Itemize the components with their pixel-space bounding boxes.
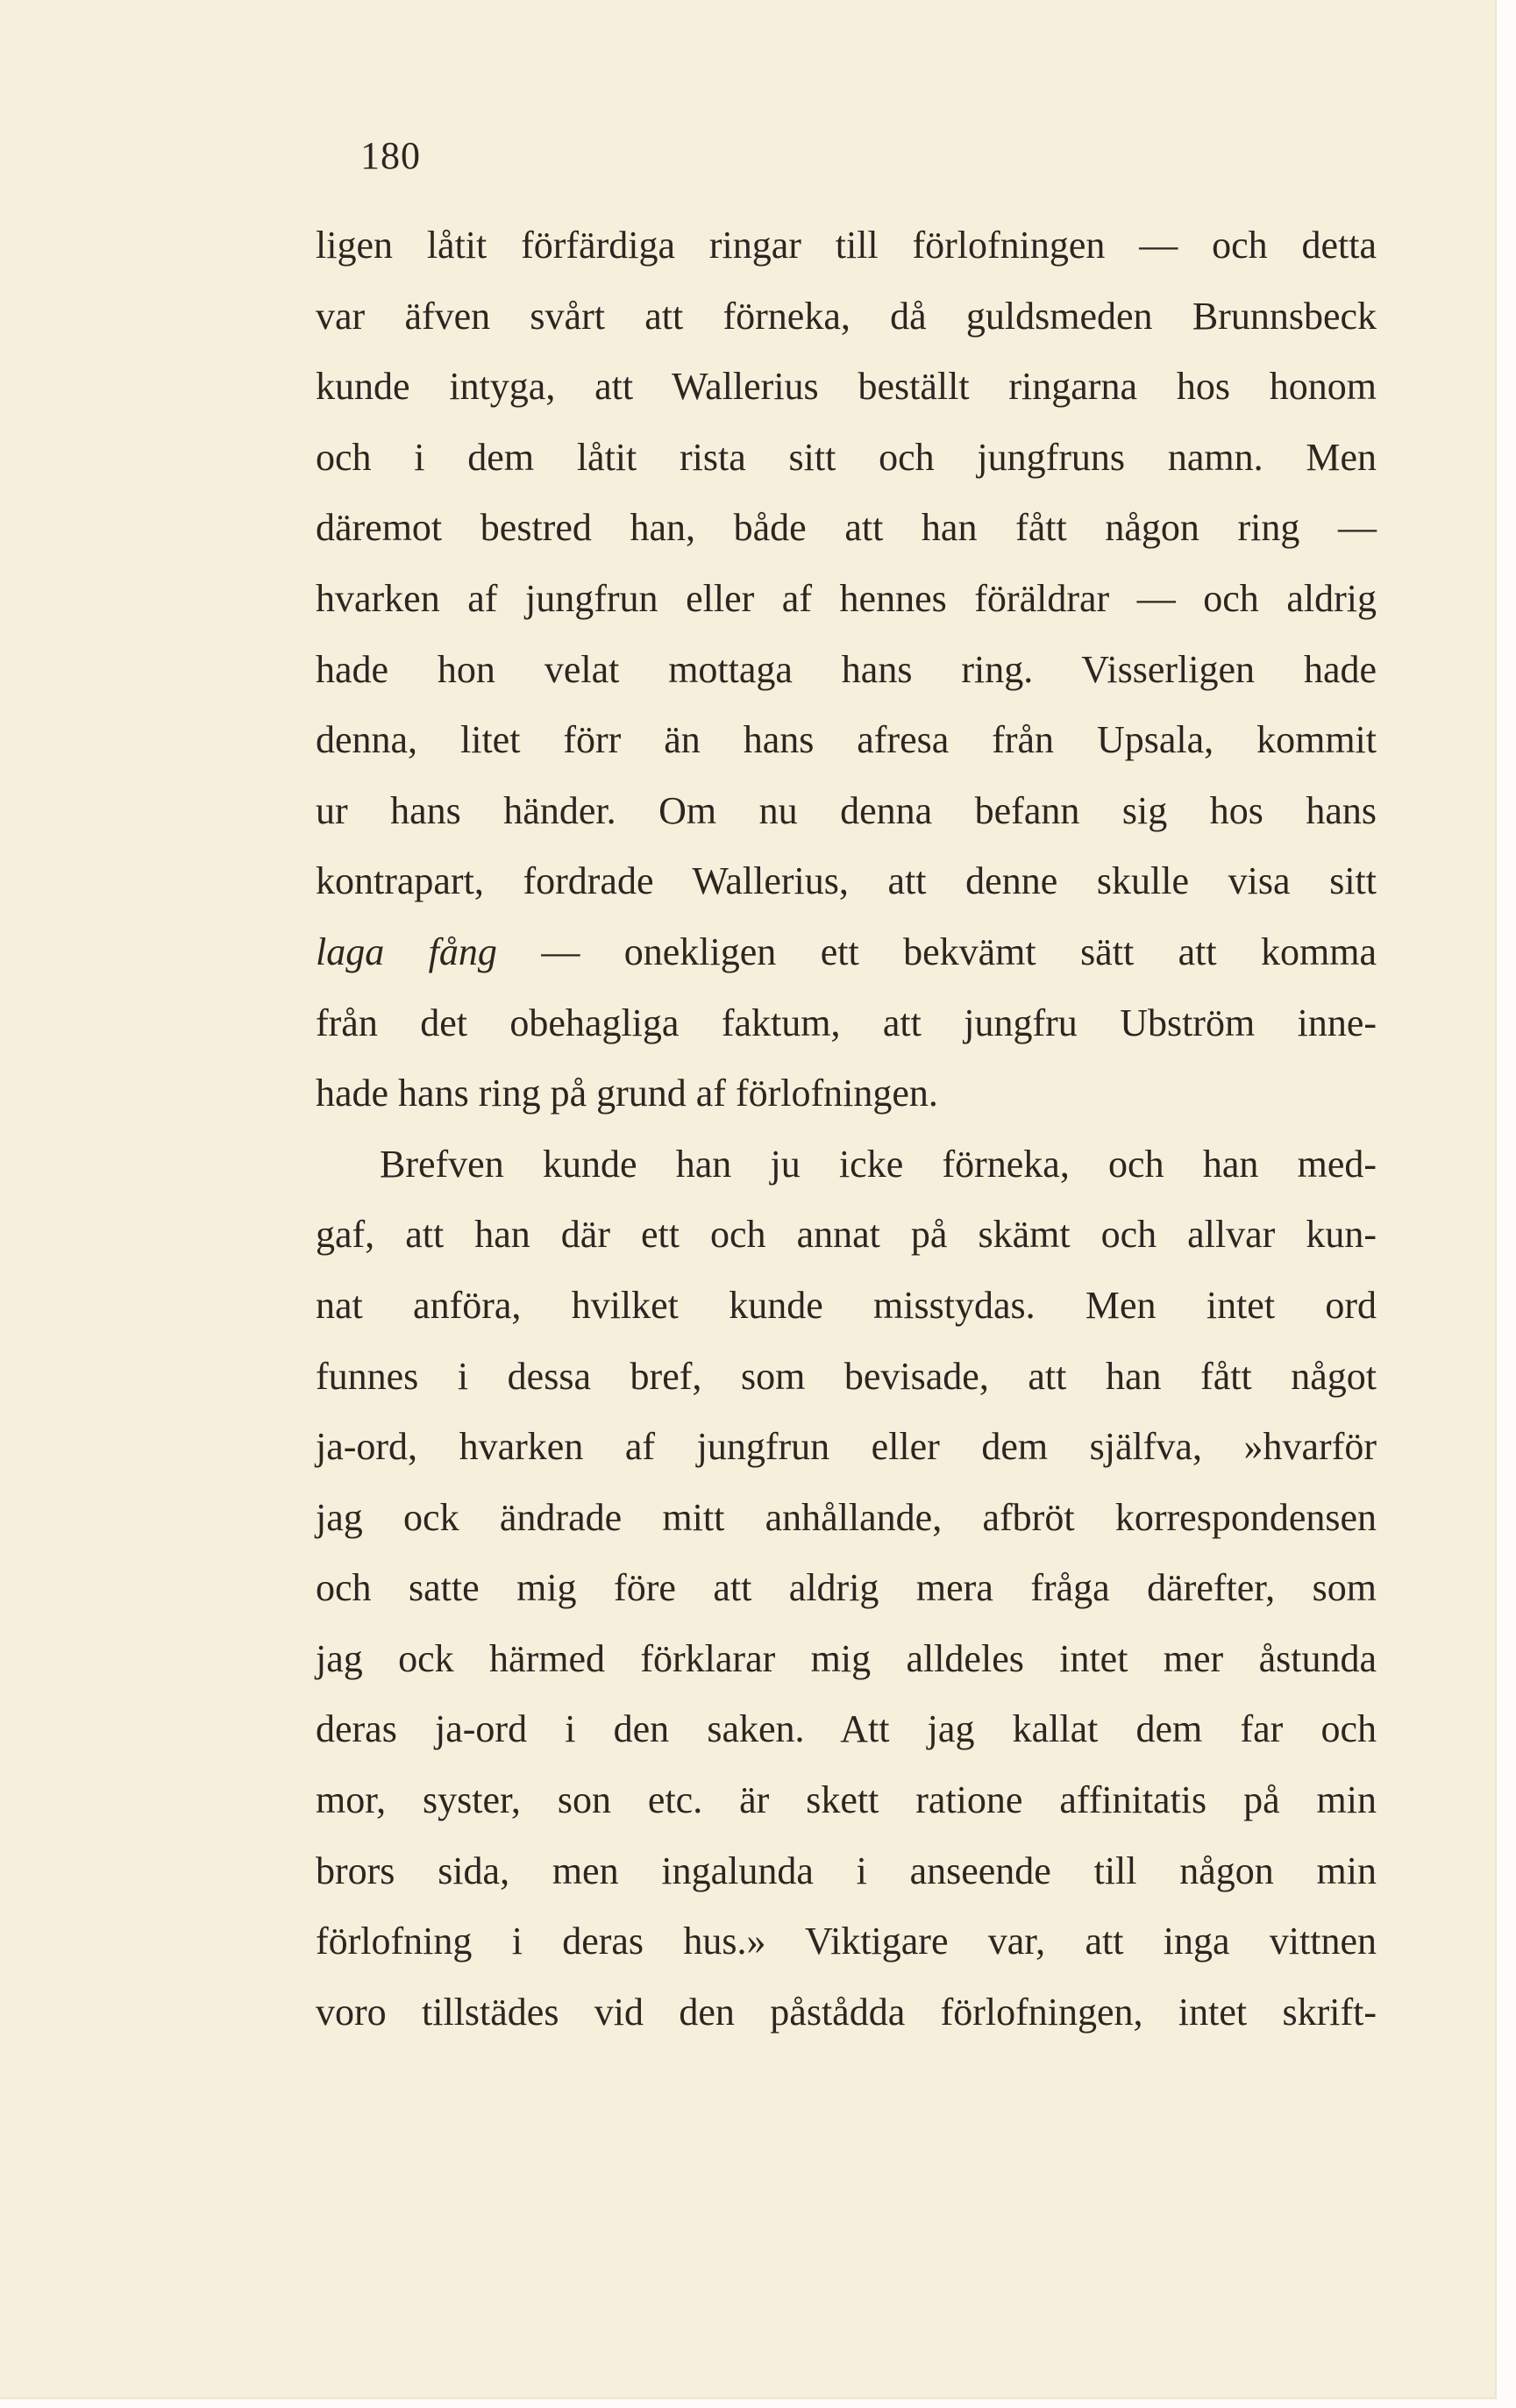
- text-line: funnes i dessa bref, som bevisade, att han fått något: [316, 1354, 1377, 1398]
- text-line: hvarken af jungfrun eller af hennes föräldrar — och aldrig: [316, 576, 1377, 620]
- text-line: ur hans händer. Om nu denna befann sig hos hans: [316, 788, 1377, 832]
- text-line: voro tillstädes vid den påstådda förlofningen, intet skrift-: [316, 1990, 1377, 2034]
- text-line-rest: — onekligen ett bekvämt sätt att komma: [496, 930, 1377, 973]
- text-line: och satte mig före att aldrig mera fråga därefter, som: [316, 1566, 1377, 1610]
- text-line: hade hon velat mottaga hans ring. Visserligen hade: [316, 647, 1377, 691]
- text-line: ligen låtit förfärdiga ringar till förlofningen — och detta: [316, 224, 1377, 267]
- text-line: deras ja-ord i den saken. Att jag kallat dem far och: [316, 1707, 1377, 1751]
- text-line: denna, litet förr än hans afresa från Upsala, kommit: [316, 718, 1377, 762]
- text-line: kontrapart, fordrade Wallerius, att denne skulle visa sitt: [316, 859, 1377, 903]
- text-line: jag ock ändrade mitt anhållande, afbröt korrespondensen: [316, 1495, 1377, 1539]
- text-line: brors sida, men ingalunda i anseende till någon min: [316, 1849, 1377, 1892]
- text-line: mor, syster, son etc. är skett ratione affinitatis på min: [316, 1778, 1377, 1822]
- text-line-italic-phrase: [316, 917, 1377, 988]
- paragraph-end-line: hade hans ring på grund af förlofningen.: [316, 1072, 938, 1115]
- text-line: ja-ord, hvarken af jungfrun eller dem själfva, »hvarför: [316, 1425, 1377, 1469]
- text-line: från det obehagliga faktum, att jungfru Ubström inne-: [316, 1001, 1377, 1044]
- body-text: [316, 210, 1377, 2048]
- text-line: däremot bestred han, både att han fått någon ring —: [316, 506, 1377, 550]
- text-line: kunde intyga, att Wallerius beställt ringarna hos honom: [316, 365, 1377, 409]
- text-line: var äfven svårt att förneka, då guldsmeden Brunnsbeck: [316, 294, 1377, 338]
- text-line: jag ock härmed förklarar mig alldeles intet mer åstunda: [316, 1636, 1377, 1680]
- paragraph-start-line: Brefven kunde han ju icke förneka, och han med-: [380, 1142, 1377, 1186]
- text-line: gaf, att han där ett och annat på skämt och allvar kun-: [316, 1213, 1377, 1257]
- italic-phrase: laga fång: [316, 930, 497, 973]
- text-line: och i dem låtit rista sitt och jungfruns namn. Men: [316, 435, 1377, 479]
- text-line: förlofning i deras hus.» Viktigare var, att inga vittnen: [316, 1920, 1377, 1963]
- text-line: nat anföra, hvilket kunde misstydas. Men intet ord: [316, 1283, 1377, 1327]
- page-number: 180: [360, 134, 421, 177]
